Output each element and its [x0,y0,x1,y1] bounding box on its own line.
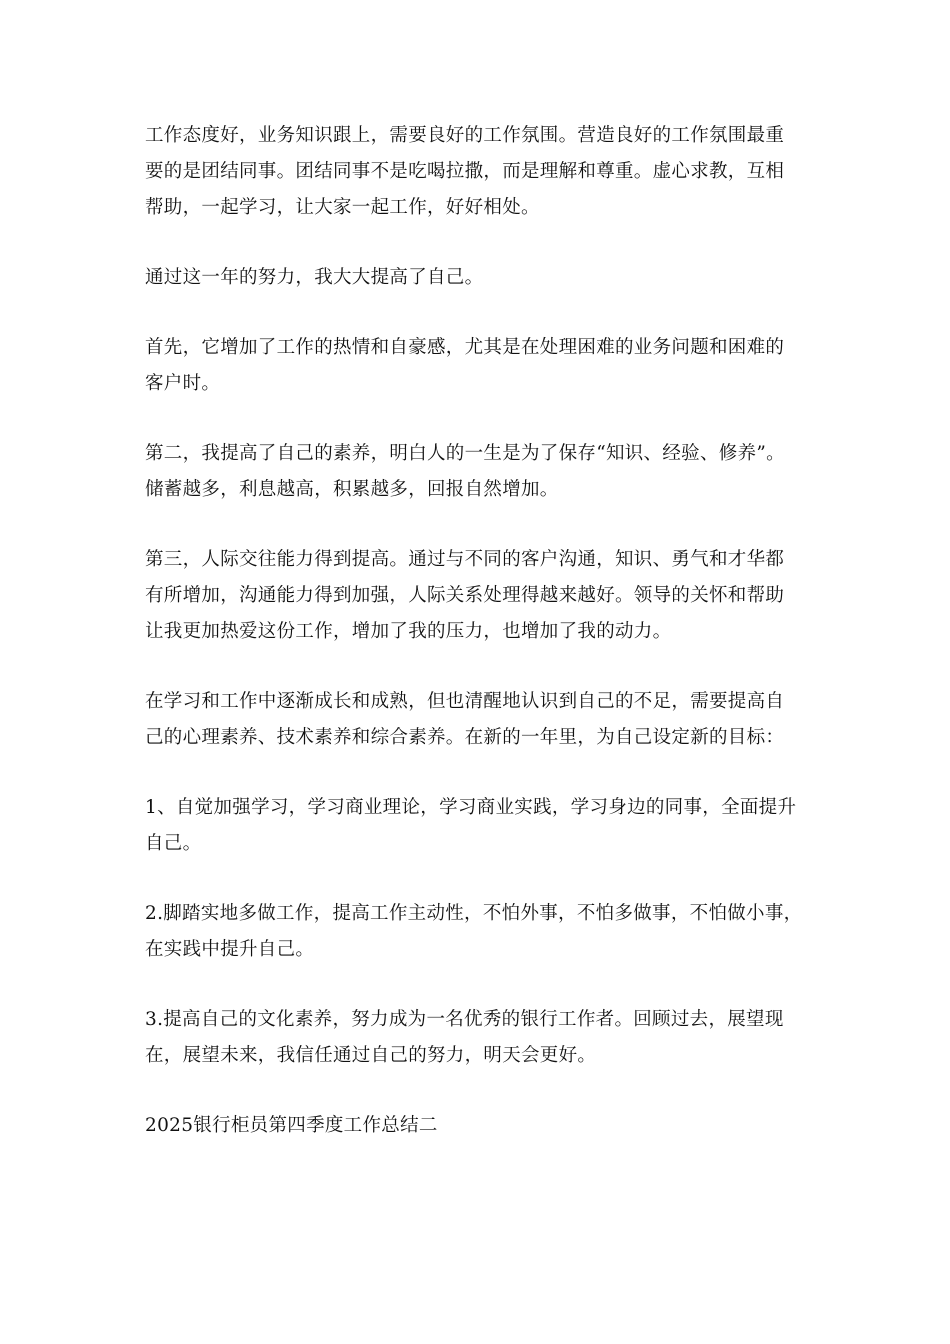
paragraph-line: 有所增加，沟通能力得到加强，人际关系处理得越来越好。领导的关怀和帮助 [145,585,785,606]
paragraph-year-effort [145,260,815,296]
paragraph-line: 帮助，一起学习，让大家一起工作，好好相处。 [145,197,540,218]
paragraph-line: 客户时。 [145,373,221,394]
document-body [145,118,815,1144]
paragraph-line: 让我更加热爱这份工作，增加了我的压力，也增加了我的动力。 [145,621,672,642]
paragraph-third-point [145,542,815,650]
paragraph-line: 1、自觉加强学习，学习商业理论，学习商业实践，学习身边的同事，全面提升 [145,797,797,818]
paragraph-line: 工作态度好，业务知识跟上，需要良好的工作氛围。营造良好的工作氛围最重 [145,125,785,146]
paragraph-line: 第二，我提高了自己的素养，明白人的一生是为了保存“知识、经验、修养”。 [145,443,785,464]
list-item-goal-1 [145,790,815,862]
paragraph-line: 自己。 [145,833,202,854]
paragraph-new-goals-intro [145,684,815,756]
paragraph-line: 第三，人际交往能力得到提高。通过与不同的客户沟通，知识、勇气和才华都 [145,549,785,570]
paragraph-line: 3.提高自己的文化素养，努力成为一名优秀的银行工作者。回顾过去，展望现 [145,1009,784,1030]
paragraph-line: 要的是团结同事。团结同事不是吃喝拉撒，而是理解和尊重。虚心求教，互相 [145,161,785,182]
paragraph-line: 通过这一年的努力，我大大提高了自己。 [145,267,484,288]
list-item-goal-2 [145,896,815,968]
paragraph-line: 己的心理素养、技术素养和综合素养。在新的一年里，为自己设定新的目标： [145,727,785,748]
paragraph-line: 在实践中提升自己。 [145,939,315,960]
paragraph-second-point [145,436,815,508]
paragraph-line: 在，展望未来，我信任通过自己的努力，明天会更好。 [145,1045,597,1066]
paragraph-work-atmosphere [145,118,815,226]
paragraph-first-point [145,330,815,402]
section-heading: 2025银行柜员第四季度工作总结二 [145,1115,438,1136]
paragraph-line: 在学习和工作中逐渐成长和成熟，但也清醒地认识到自己的不足，需要提高自 [145,691,785,712]
paragraph-line: 首先，它增加了工作的热情和自豪感，尤其是在处理困难的业务问题和困难的 [145,337,785,358]
paragraph-line: 2.脚踏实地多做工作，提高工作主动性，不怕外事，不怕多做事，不怕做小事， [145,903,803,924]
list-item-goal-3 [145,1002,815,1074]
paragraph-line: 储蓄越多，利息越高，积累越多，回报自然增加。 [145,479,559,500]
